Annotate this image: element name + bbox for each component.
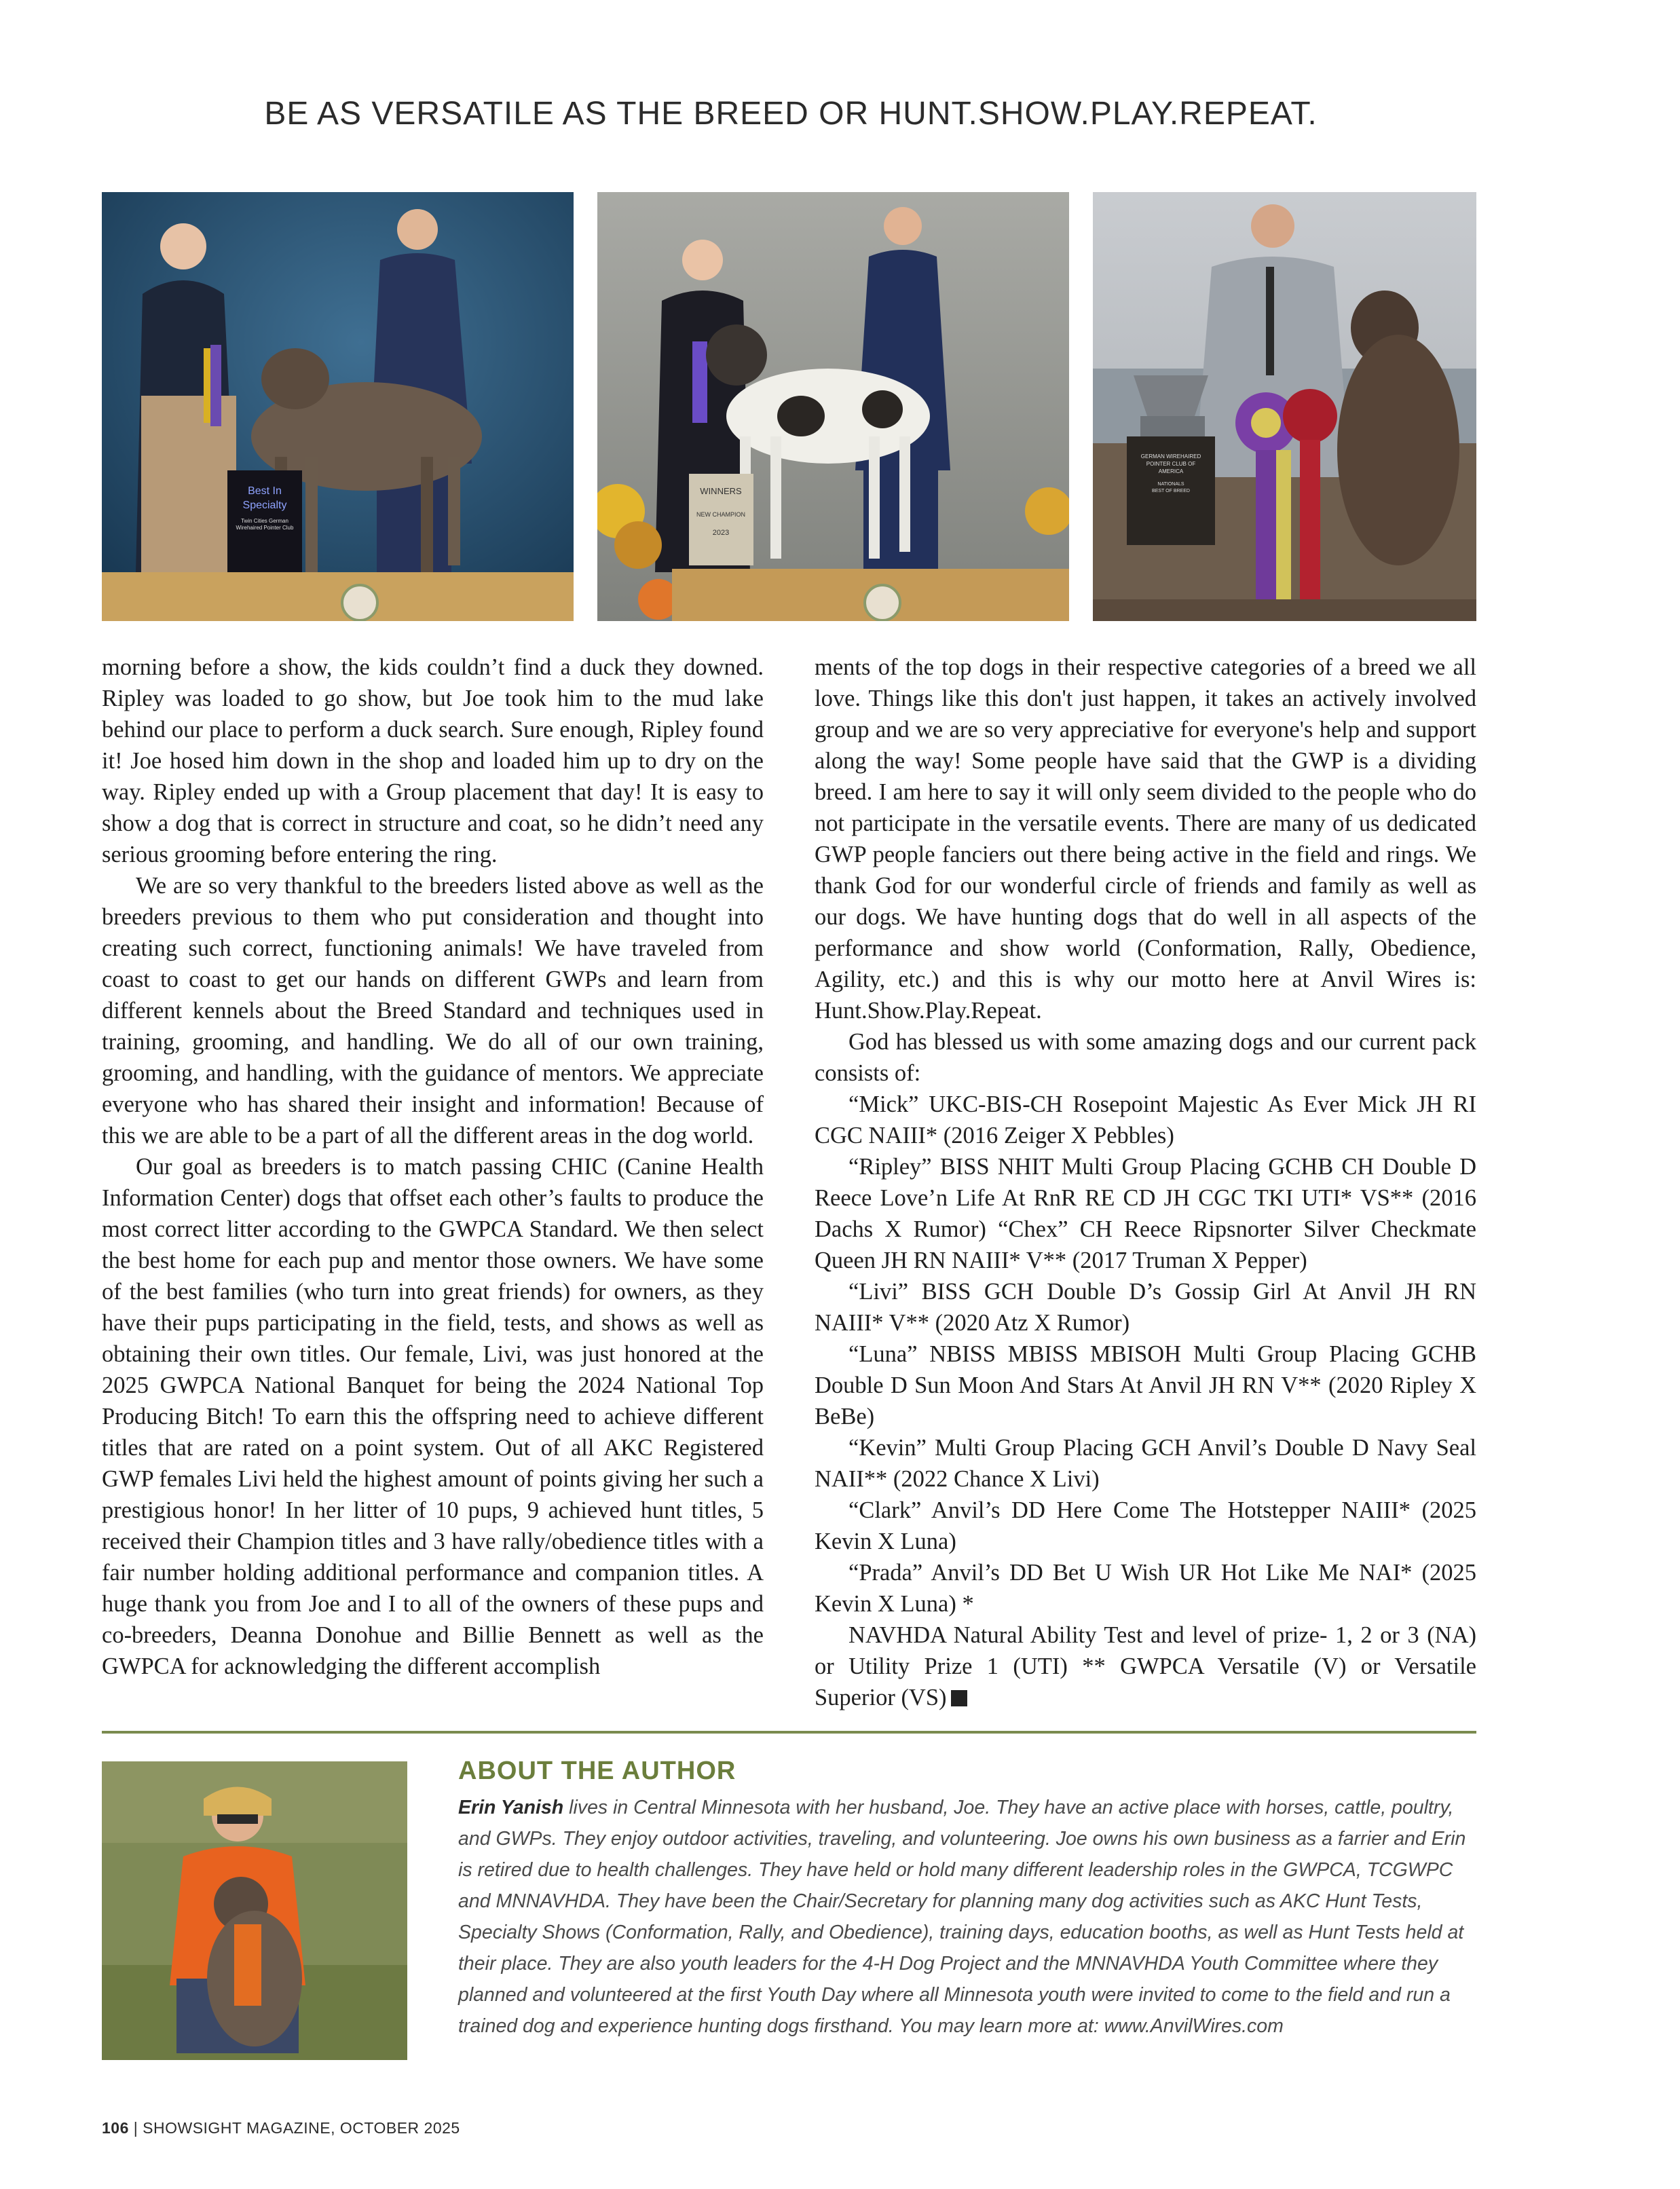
end-mark-icon	[951, 1690, 967, 1706]
dog-entry-prada: “Prada” Anvil’s DD Bet U Wish UR Hot Like Me NAI* (2025 Kevin X Luna) *	[815, 1560, 1476, 1617]
photo3-trophy-line5: BEST OF BREED	[1152, 489, 1190, 493]
author-name: Erin Yanish	[458, 1797, 564, 1818]
photo3-trophy-line2: POINTER CLUB OF	[1146, 461, 1196, 467]
publication-name: SHOWSIGHT MAGAZINE, OCTOBER 2025	[143, 2119, 460, 2137]
right-paragraph-2: God has blessed us with some amazing dogs and our current pack consists of:	[815, 1029, 1476, 1086]
dog-entry-luna: “Luna” NBISS MBISS MBISOH Multi Group Placing GCHB Double D Sun Moon And Stars At Anvil JH RN V** (2020 Ripley X BeBe)	[815, 1341, 1476, 1429]
left-paragraph-2: We are so very thankful to the breeders listed above as well as the breeders previous to them who put consideration and thought into creating such correct, functioning animals! We have traveled from coast to coast to get our hands on different GWPs and learn from different kennels about the Breed Standard and techniques used in training, grooming, and handling. We do all of our own training, grooming, and handling, with the guidance of mentors. We appreciate everyone who has shared their insight and information! Because of this we are able to be a part of all the different areas in the dog world.	[102, 873, 764, 1148]
photo2-sign-line3: 2023	[712, 529, 730, 537]
titles-footnote-text: NAVHDA Natural Ability Test and level of prize- 1, 2 or 3 (NA) or Utility Prize 1 (UTI) ** GWPCA Versatile (V) or Versatile Superior (VS)	[815, 1622, 1476, 1710]
photo3-trophy-line3: AMERICA	[1158, 468, 1184, 474]
dog-entry-mick: “Mick” UKC-BIS-CH Rosepoint Majestic As Ever Mick JH RI CGC NAIII* (2016 Zeiger X Pebbles)	[815, 1091, 1476, 1148]
photo3-trophy-line1: GERMAN WIREHAIRED	[1140, 453, 1201, 460]
author-photo	[102, 1761, 407, 2060]
photo1-sign-line1: Best In	[248, 485, 282, 497]
article-left-column	[102, 652, 764, 1682]
article-right-column	[815, 652, 1476, 1713]
left-paragraph-3: Our goal as breeders is to match passing CHIC (Canine Health Information Center) dogs that offset each other’s faults to produce the most correct litter according to the GWPCA Standard. We then select the best home for each pup and mentor those owners. We have some of the best families (who turn into great friends) for owners, as they have their pups participating in the field, tests, and shows as well as obtaining their own titles. Our female, Livi, was just honored at the 2025 GWPCA National Banquet for being the 2024 National Top Producing Bitch! To earn this the offspring need to achieve different titles that are rated on a point system. Out of all AKC Registered GWP females Livi held the highest amount of points giving her such a prestigious honor! In her litter of 10 pups, 9 achieved hunt titles, 5 received their Champion titles and 3 have rally/obedience titles with a fair number holding additional performance and companion titles. A huge thank you from Joe and I to all of the owners of these pups and co-breeders, Deanna Donohue and Billie Bennett as well as the GWPCA for acknowledging the different accomplish	[102, 1154, 764, 1679]
photo-nationals-best-of-breed	[1093, 192, 1476, 621]
photo1-sign-line2: Specialty	[242, 500, 287, 511]
about-author-bio	[458, 1792, 1476, 2042]
page-footer	[102, 2119, 460, 2137]
author-bio-text: lives in Central Minnesota with her husband, Joe. They have an active place with horses, cattle, poultry, and GWPs. They enjoy outdoor activities, traveling, and volunteering. Joe owns his own business as a farrier and Erin is retired due to health challenges. They have held or hold many different leadership roles in the GWPCA, TCGWPC and MNNAVHDA. They have been the Chair/Secretary for planning many dog activities such as AKC Hunt Tests, Specialty Shows (Conformation, Rally, and Obedience), training days, education booths, as well as Hunt Tests held at their place. They are also youth leaders for the 4-H Dog Project and the MNNAVHDA Youth Committee where they planned and volunteered at the first Youth Day where all Minnesota youth were invited to come to the field and run a trained dog and experience hunting dogs firsthand. You may learn more at: www.AnvilWires.com	[458, 1797, 1466, 2037]
dog-entry-clark: “Clark” Anvil’s DD Here Come The Hotstepper NAIII* (2025 Kevin X Luna)	[815, 1497, 1476, 1554]
dog-entry-kevin: “Kevin” Multi Group Placing GCH Anvil’s Double D Navy Seal NAII** (2022 Chance X Livi)	[815, 1435, 1476, 1492]
photo-best-in-specialty	[102, 192, 574, 621]
page-number: 106	[102, 2119, 129, 2137]
photo-winners-new-champion	[597, 192, 1069, 621]
right-paragraph-1: ments of the top dogs in their respective categories of a breed we all love. Things like this don't just happen, it takes an actively involved group and we are so very appreciative for everyone's help and support along the way! Some people have said that the GWP is a dividing breed. I am here to say it will only seem divided to the people who do not participate in the versatile events. There are many of us dedicated GWP people fanciers out there being active in the field and rings. We thank God for our wonderful circle of friends and family as well as our dogs. We have hunting dogs that do well in all aspects of the performance and show world (Conformation, Rally, Obedience, Agility, etc.) and this is why our motto here at Anvil Wires is: Hunt.Show.Play.Repeat.	[815, 654, 1476, 1024]
about-author-heading: ABOUT THE AUTHOR	[458, 1757, 736, 1785]
dog-entry-livi: “Livi” BISS GCH Double D’s Gossip Girl At Anvil JH RN NAIII* V** (2020 Atz X Rumor)	[815, 1279, 1476, 1336]
footer-separator: |	[128, 2119, 143, 2137]
page-headline: BE AS VERSATILE AS THE BREED OR HUNT.SHOW.PLAY.REPEAT.	[264, 96, 1318, 132]
photo2-sign-line1: WINNERS	[700, 486, 742, 496]
titles-footnote	[815, 1620, 1476, 1713]
photo2-sign-line2: NEW CHAMPION	[696, 511, 745, 518]
photo1-sign-small: Twin Cities German Wirehaired Pointer Club	[236, 518, 294, 531]
dog-entry-ripley-chex: “Ripley” BISS NHIT Multi Group Placing GCHB CH Double D Reece Love’n Life At RnR RE CD JH CGC TKI UTI* VS** (2016 Dachs X Rumor) “Chex” CH Reece Ripsnorter Silver Checkmate Queen JH RN NAIII* V** (2017 Truman X Pepper)	[815, 1154, 1476, 1273]
photo3-trophy-line4: NATIONALS	[1157, 482, 1184, 487]
section-divider	[102, 1731, 1476, 1734]
left-paragraph-1: morning before a show, the kids couldn’t find a duck they downed. Ripley was loaded to go show, but Joe took him to the mud lake behind our place to perform a duck search. Sure enough, Ripley found it! Joe hosed him down in the shop and loaded him up to dry on the way. Ripley ended up with a Group placement that day! It is easy to show a dog that is correct in structure and coat, so he didn’t need any serious grooming before entering the ring.	[102, 654, 764, 867]
